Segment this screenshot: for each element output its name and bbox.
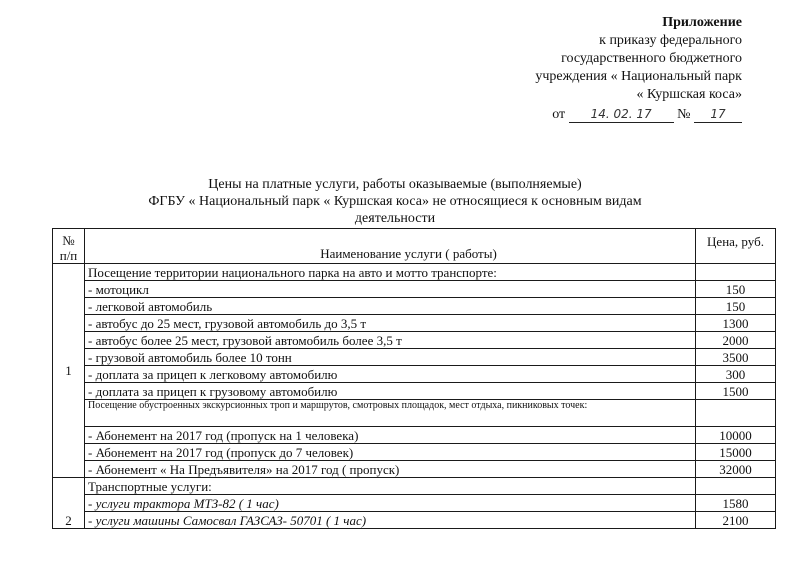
table-header-row	[53, 229, 776, 264]
header-num-cell: № п/п	[53, 229, 85, 264]
service-price: 3500	[696, 349, 776, 366]
service-price	[696, 264, 776, 281]
service-price: 10000	[696, 427, 776, 444]
order-date-line	[442, 106, 742, 124]
service-price: 2000	[696, 332, 776, 349]
service-name: - грузовой автомобиль более 10 тонн	[85, 349, 696, 366]
order-date: 14. 02. 17	[569, 107, 674, 123]
header-price-cell: Цена, руб.	[696, 229, 776, 264]
table-row	[53, 366, 776, 383]
service-price: 15000	[696, 444, 776, 461]
table-row	[53, 400, 776, 427]
service-name: - легковой автомобиль	[85, 298, 696, 315]
table-row	[53, 427, 776, 444]
table-row	[53, 349, 776, 366]
service-name: - доплата за прицеп к грузовому автомобилю	[85, 383, 696, 400]
document-title-line: деятельности	[354, 211, 436, 226]
table-row	[53, 444, 776, 461]
service-name: - Абонемент на 2017 год (пропуск на 1 человека)	[85, 427, 696, 444]
service-name: Посещение обустроенных экскурсионных троп и маршрутов, смотровых площадок, мест отдыха, пикниковых точек:	[85, 400, 696, 427]
table-row	[53, 512, 776, 529]
service-price: 150	[696, 281, 776, 298]
service-price: 2100	[696, 512, 776, 529]
service-name: - автобус более 25 мест, грузовой автомобиль более 3,5 т	[85, 332, 696, 349]
service-name: - услуги машины Самосвал ГАЗСАЗ- 50701 ( 1 час)	[85, 512, 696, 529]
number-prefix: №	[677, 107, 691, 122]
header-name-cell: Наименование услуги ( работы)	[85, 229, 696, 264]
table-row	[53, 281, 776, 298]
table-row	[53, 495, 776, 512]
service-price: 32000	[696, 461, 776, 478]
service-name: Транспортные услуги:	[85, 478, 696, 495]
service-price: 1580	[696, 495, 776, 512]
order-number: 17	[694, 107, 742, 123]
order-header	[442, 14, 742, 124]
table-row	[53, 478, 776, 495]
service-name: Посещение территории национального парка на авто и мотто транспорте:	[85, 264, 696, 281]
group-number: 2	[53, 478, 85, 529]
service-name: - доплата за прицеп к легковому автомобилю	[85, 366, 696, 383]
document-title-line: Цены на платные услуги, работы оказываемые (выполняемые)	[208, 177, 582, 192]
header-line: государственного бюджетного	[561, 51, 742, 66]
service-name: - Абонемент « На Предъявителя» на 2017 год ( пропуск)	[85, 461, 696, 478]
service-name: - мотоцикл	[85, 281, 696, 298]
service-price	[696, 478, 776, 495]
table-row	[53, 383, 776, 400]
service-price: 300	[696, 366, 776, 383]
table-row	[53, 315, 776, 332]
header-title: Приложение	[662, 15, 742, 30]
header-line: « Куршская коса»	[636, 87, 742, 102]
group-number: 1	[53, 264, 85, 478]
service-price: 150	[696, 298, 776, 315]
price-table	[52, 228, 776, 529]
service-name: - Абонемент на 2017 год (пропуск до 7 человек)	[85, 444, 696, 461]
table-row	[53, 298, 776, 315]
header-line: учреждения « Национальный парк	[535, 69, 742, 84]
service-name: - услуги трактора МТЗ-82 ( 1 час)	[85, 495, 696, 512]
table-row	[53, 461, 776, 478]
service-price: 1500	[696, 383, 776, 400]
table-row	[53, 264, 776, 281]
service-price: 1300	[696, 315, 776, 332]
service-name: - автобус до 25 мест, грузовой автомобиль до 3,5 т	[85, 315, 696, 332]
header-line: к приказу федерального	[599, 33, 742, 48]
service-price	[696, 400, 776, 427]
table-row	[53, 332, 776, 349]
date-prefix: от	[552, 107, 566, 122]
document-title-line: ФГБУ « Национальный парк « Куршская коса» не относящиеся к основным видам	[148, 194, 642, 209]
